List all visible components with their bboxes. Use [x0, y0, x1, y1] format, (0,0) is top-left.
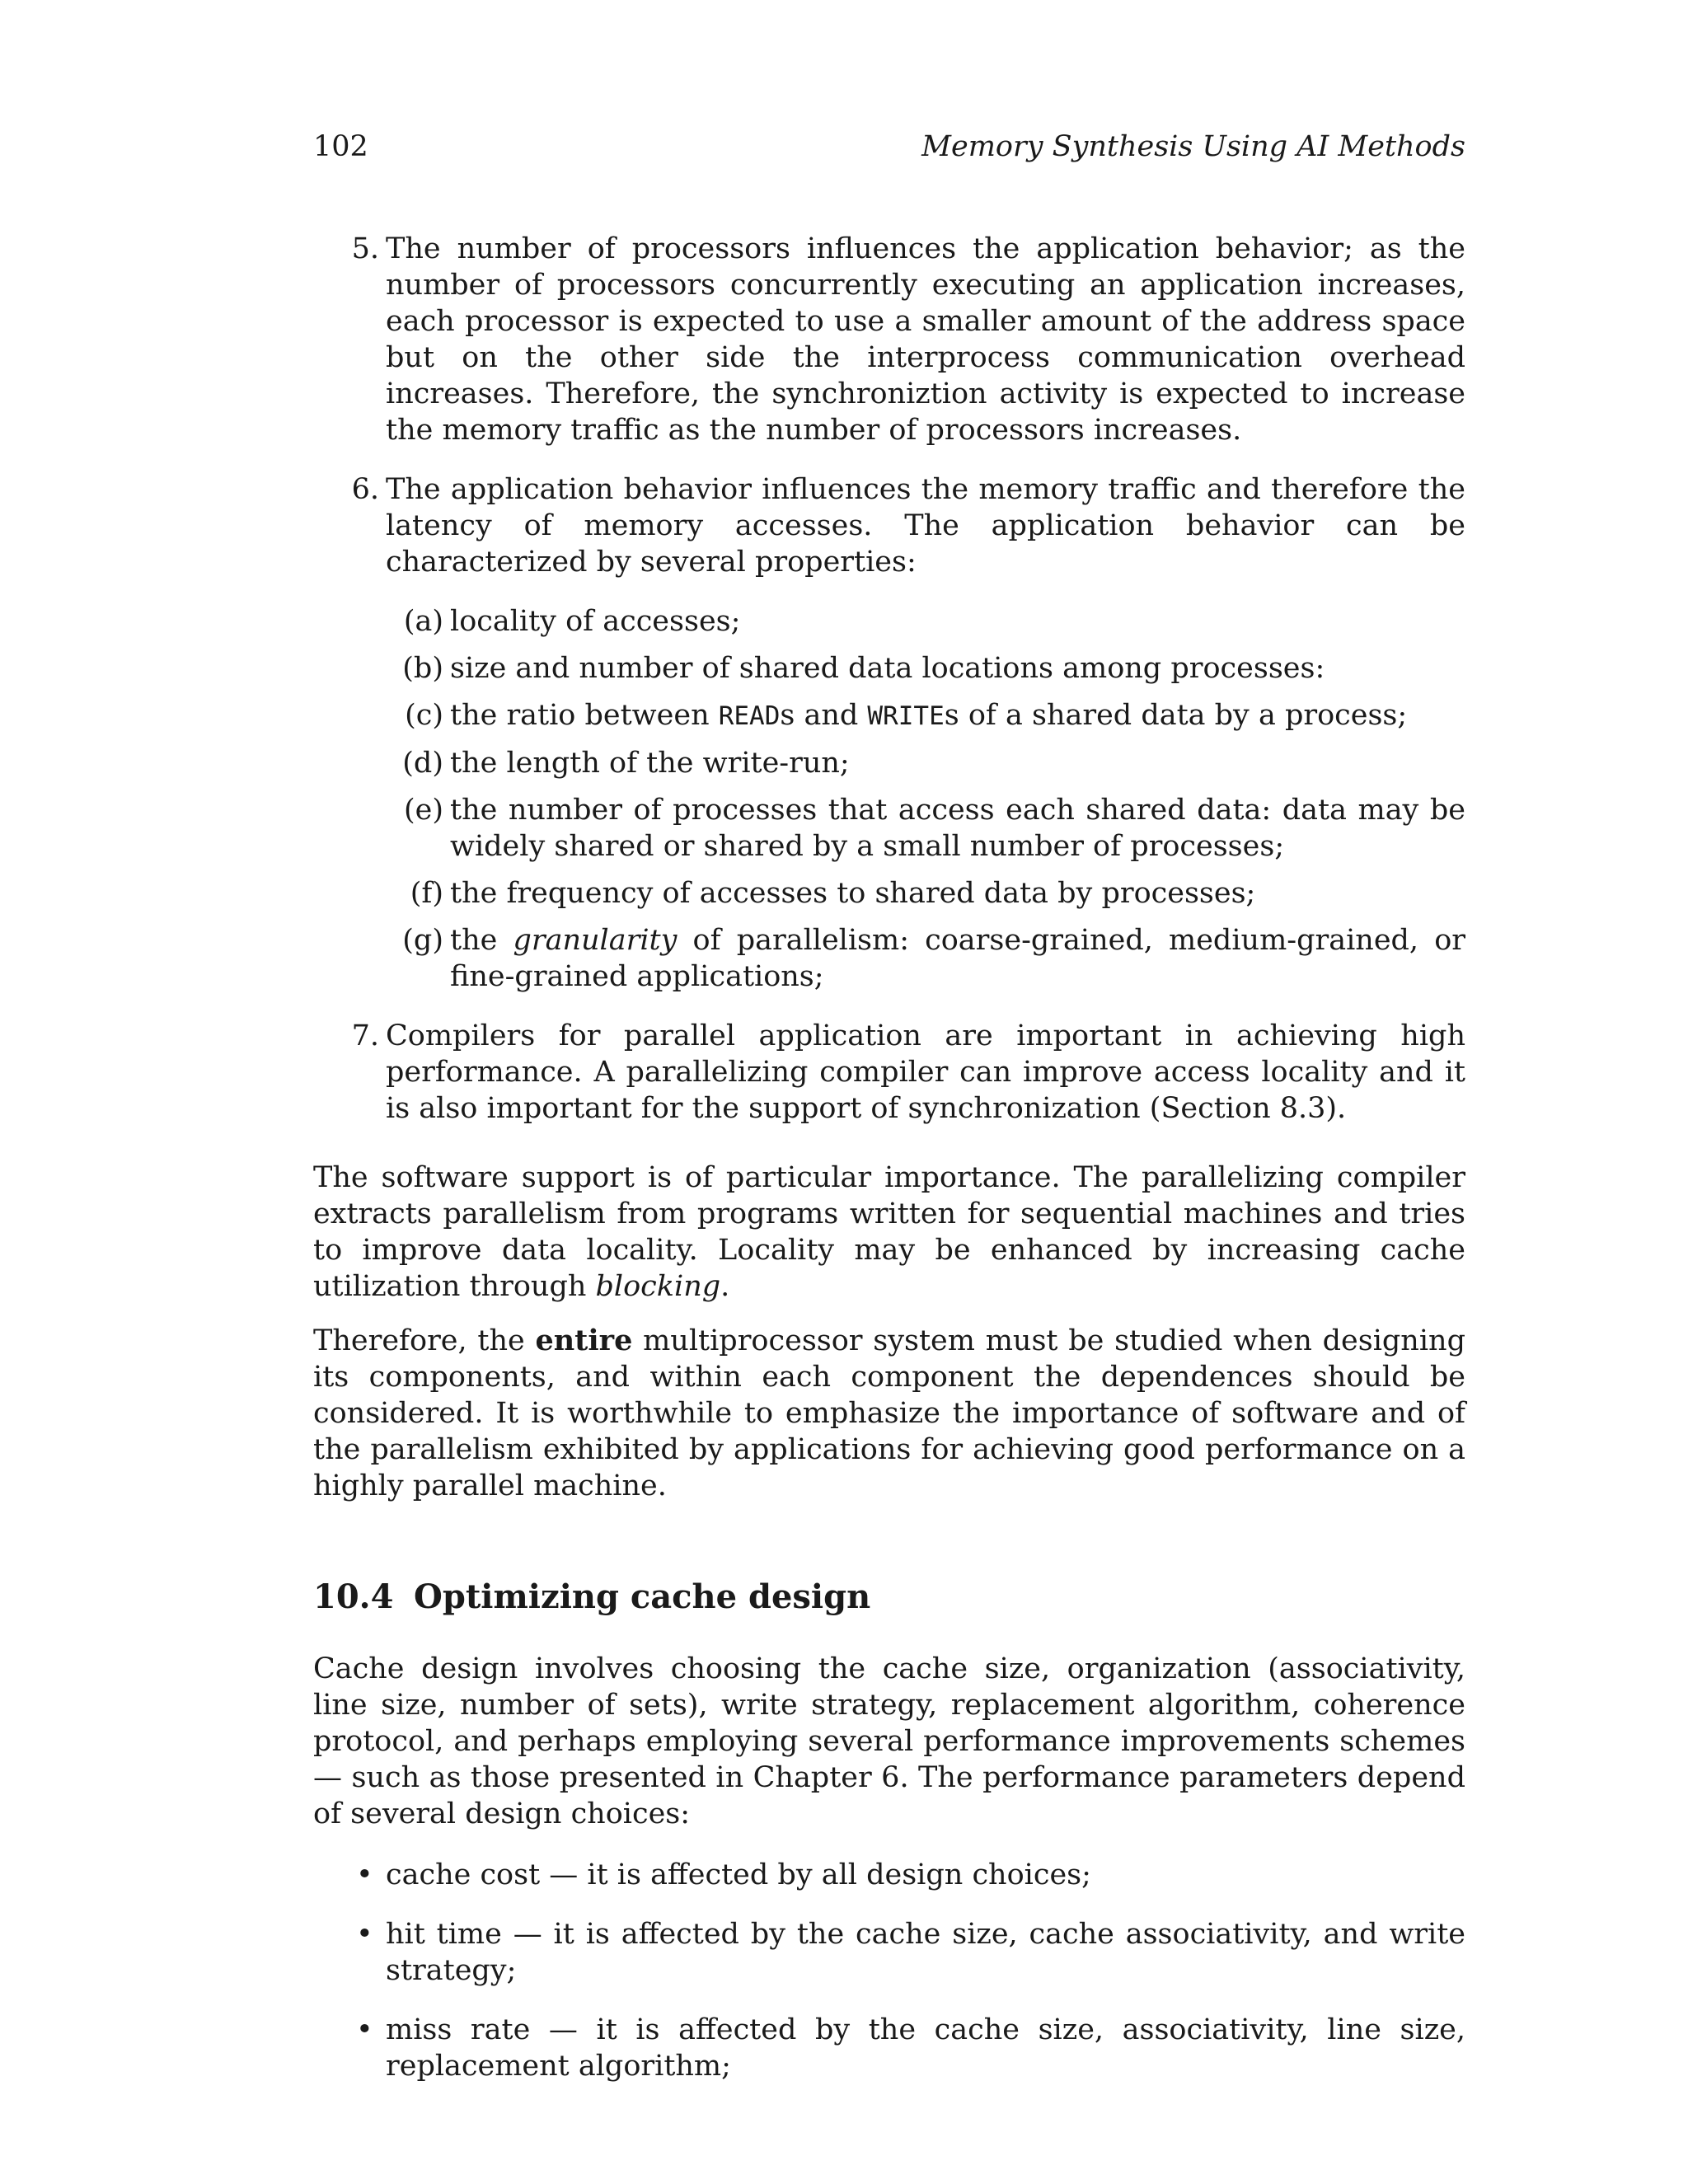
list-number: 7. [351, 1019, 379, 1052]
bullet-list [313, 1857, 1465, 2084]
list-item-6 [313, 471, 1465, 995]
sublist-item-f [386, 875, 1465, 912]
sublist-text: the number of processes that access each shared data: data may be widely shared or shared by a small number of processes; [450, 794, 1465, 863]
paragraph-text: The software support is of particular importance. The parallelizing compiler extracts parallelism from programs written for sequential machines and tries to improve data locality. Locality may be enhanced by increasing cache utilization through [313, 1161, 1465, 1303]
bullet-text: miss rate — it is affected by the cache size, associativity, line size, replacement algorithm; [386, 2013, 1465, 2083]
emphasis-granularity: granularity [513, 924, 678, 957]
sublist-label: (c) [405, 699, 443, 732]
paragraph-text: multiprocessor system must be studied when designing its components, and within each component the dependences should be considered. It is worthwhile to emphasize the importance of software and of the parallelism exhibited by applications for achieving good performance on a highly parallel machine. [313, 1324, 1465, 1502]
section-heading [313, 1577, 1465, 1618]
sublist-label: (f) [410, 877, 443, 910]
sublist-text-post: of parallelism: coarse-grained, medium-grained, or fine-grained applications; [450, 924, 1466, 993]
paragraph-text: . [720, 1270, 730, 1303]
sublist-label: (g) [402, 924, 443, 957]
list-item-text: Compilers for parallel application are important in achieving high performance. A parallelizing compiler can improve access locality and it is also important for the support of synchronization (Section 8.3). [386, 1019, 1465, 1125]
sublist-text: the frequency of accesses to shared data by processes; [450, 877, 1256, 910]
sublist-item-e [386, 792, 1465, 865]
sublist-text-mid: s and [780, 699, 868, 732]
list-item-text: The application behavior influences the memory traffic and therefore the latency of memory accesses. The application behavior can be characterized by several properties: [386, 473, 1465, 579]
bullet-icon: • [356, 2013, 373, 2046]
page-number: 102 [313, 130, 368, 163]
property-sublist [386, 603, 1465, 995]
section-number: 10.4 [313, 1577, 394, 1616]
sublist-text: the length of the write-run; [450, 747, 850, 780]
bullet-text: hit time — it is affected by the cache size, cache associativity, and write strategy; [386, 1918, 1465, 1987]
sublist-item-a [386, 603, 1465, 640]
bullet-icon: • [356, 1858, 373, 1891]
sublist-item-b [386, 650, 1465, 687]
sublist-text: locality of accesses; [450, 605, 741, 638]
paragraph-software-support [313, 1160, 1465, 1305]
sublist-text-pre: the [450, 924, 513, 957]
sublist-label: (b) [402, 652, 443, 685]
code-write: WRITE [867, 701, 945, 731]
bullet-item-hit-time [313, 1916, 1465, 1989]
bullet-icon: • [356, 1918, 373, 1951]
paragraph-entire-system [313, 1323, 1465, 1504]
sublist-item-d [386, 745, 1465, 781]
list-item-text: The number of processors influences the application behavior; as the number of processors concurrently executing an application increases, each processor is expected to use a smaller amount of the address space but on the other side the interprocess communication overhead increases. Therefore, the synchroniztion activity is expected to increase the memory traffic as the number of processors increases. [386, 232, 1465, 447]
bold-entire: entire [535, 1324, 633, 1357]
sublist-label: (e) [403, 794, 443, 827]
sublist-item-g [386, 922, 1465, 995]
running-head [313, 130, 1465, 171]
sublist-label: (d) [402, 747, 443, 780]
sublist-label: (a) [403, 605, 443, 638]
list-item-5 [313, 231, 1465, 448]
paragraph-cache-design: Cache design involves choosing the cache size, organization (associativity, line size, number of sets), write strategy, replacement algorithm, coherence protocol, and perhaps employing several performance improvements schemes — such as those presented in Chapter 6. The performance parameters depend of several design choices: [313, 1652, 1465, 1830]
list-number: 5. [351, 232, 379, 265]
page-body [313, 231, 1465, 2107]
running-title: Memory Synthesis Using AI Methods [921, 130, 1465, 163]
list-item-7 [313, 1018, 1465, 1127]
bullet-text: cache cost — it is affected by all design choices; [386, 1858, 1091, 1891]
emphasis-blocking: blocking [595, 1270, 721, 1303]
sublist-text: size and number of shared data locations among processes: [450, 652, 1325, 685]
section-title: Optimizing cache design [414, 1577, 871, 1616]
paragraph-text: Therefore, the [313, 1324, 536, 1357]
code-read: READ [718, 701, 781, 731]
sublist-text-post: s of a shared data by a process; [944, 699, 1408, 732]
bullet-item-cache-cost [313, 1857, 1465, 1893]
list-number: 6. [351, 473, 379, 506]
sublist-text-pre: the ratio between [450, 699, 719, 732]
sublist-item-c [386, 697, 1465, 734]
bullet-item-miss-rate [313, 2012, 1465, 2084]
